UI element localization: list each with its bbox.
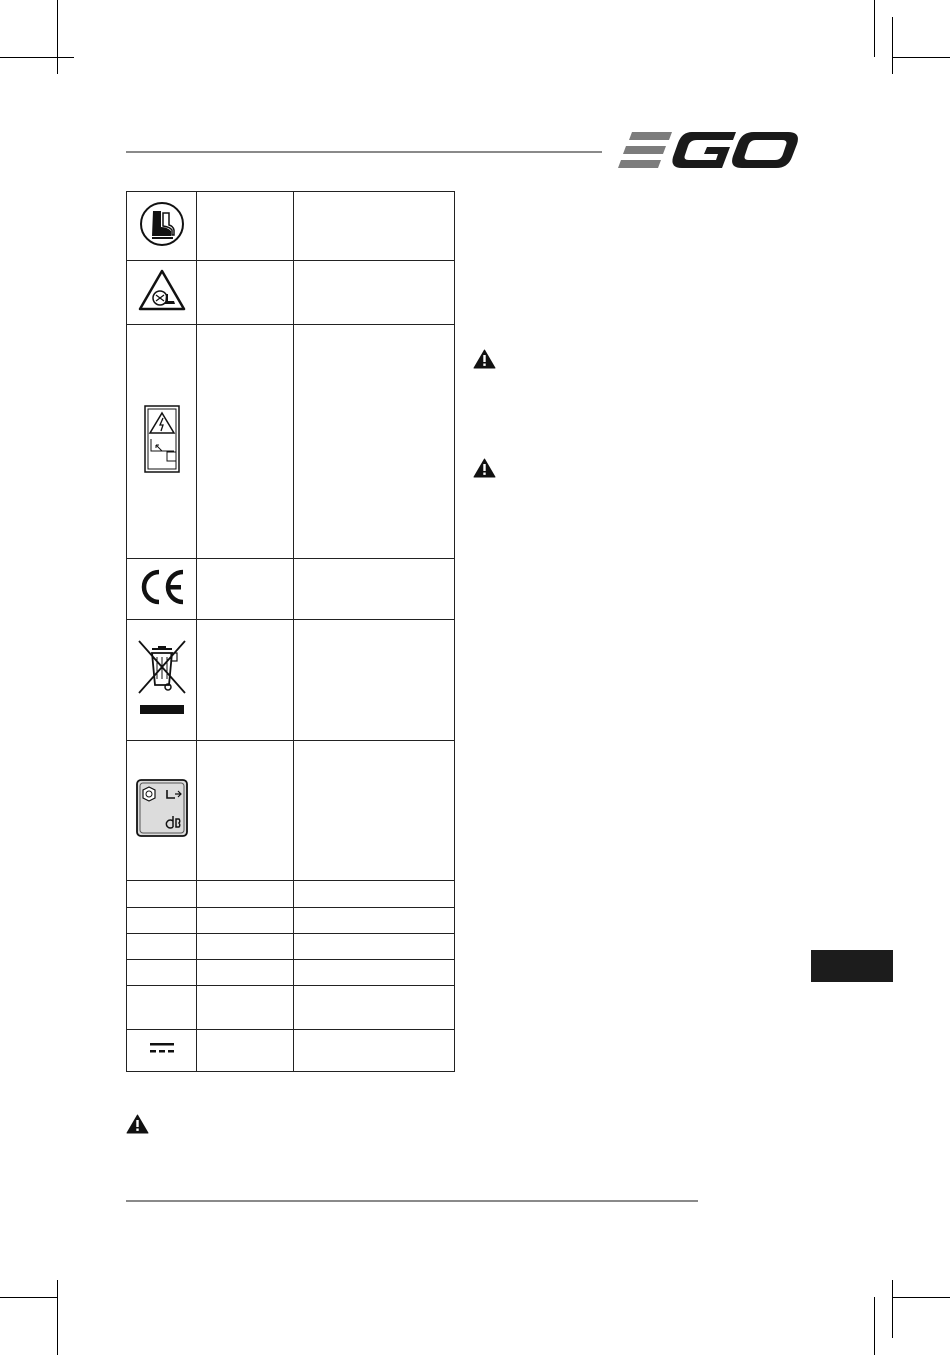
symbol-cell bbox=[127, 620, 197, 741]
warning-triangle-icon bbox=[126, 1114, 149, 1134]
crop-mark-bottom-left-v bbox=[57, 1280, 58, 1355]
symbol-name bbox=[197, 741, 294, 881]
symbols-table bbox=[126, 191, 455, 1072]
symbol-description bbox=[294, 908, 455, 934]
crop-mark-top-right-h bbox=[892, 57, 950, 58]
electrical-hazard-manual-icon bbox=[144, 405, 180, 473]
crop-mark-top-left-h bbox=[0, 57, 74, 58]
symbol-cell bbox=[127, 559, 197, 620]
table-row bbox=[127, 908, 455, 934]
symbol-cell bbox=[127, 908, 197, 934]
table-row bbox=[127, 881, 455, 908]
symbol-description bbox=[294, 960, 455, 986]
table-row bbox=[127, 559, 455, 620]
symbol-cell bbox=[127, 261, 197, 325]
table-row bbox=[127, 1030, 455, 1072]
table-row bbox=[127, 960, 455, 986]
header-rule bbox=[126, 151, 602, 153]
symbol-name bbox=[197, 881, 294, 908]
crop-mark-bottom-right-v bbox=[874, 1297, 875, 1355]
symbol-name bbox=[197, 986, 294, 1030]
symbol-description bbox=[294, 261, 455, 325]
symbol-cell bbox=[127, 881, 197, 908]
symbol-name bbox=[197, 192, 294, 261]
symbol-description bbox=[294, 620, 455, 741]
symbol-name bbox=[197, 1030, 294, 1072]
symbol-cell bbox=[127, 192, 197, 261]
warning-triangle-icon bbox=[473, 458, 496, 478]
table-row bbox=[127, 741, 455, 881]
symbol-name bbox=[197, 960, 294, 986]
foot-hazard-icon bbox=[138, 268, 186, 312]
symbol-name bbox=[197, 261, 294, 325]
symbol-description bbox=[294, 881, 455, 908]
weee-disposal-icon bbox=[137, 639, 187, 717]
table-row bbox=[127, 620, 455, 741]
symbol-cell bbox=[127, 934, 197, 960]
symbol-description bbox=[294, 192, 455, 261]
symbol-description bbox=[294, 1030, 455, 1072]
table-row bbox=[127, 261, 455, 325]
crop-mark-bottom-right-v2 bbox=[892, 1280, 893, 1338]
symbol-name bbox=[197, 908, 294, 934]
crop-mark-top-right-v bbox=[874, 0, 875, 57]
symbol-cell bbox=[127, 986, 197, 1030]
symbol-cell bbox=[127, 325, 197, 559]
table-row bbox=[127, 192, 455, 261]
footer-rule bbox=[126, 1200, 698, 1202]
table-row bbox=[127, 934, 455, 960]
symbol-description bbox=[294, 986, 455, 1030]
safety-boots-icon bbox=[139, 201, 185, 247]
symbol-cell bbox=[127, 1030, 197, 1072]
symbol-name bbox=[197, 620, 294, 741]
crop-mark-bottom-right-h bbox=[892, 1297, 950, 1298]
ce-mark-icon bbox=[137, 567, 187, 607]
section-tab bbox=[811, 950, 893, 982]
symbol-description bbox=[294, 325, 455, 559]
table-row bbox=[127, 325, 455, 559]
crop-mark-top-right-v2 bbox=[892, 17, 893, 74]
symbol-description bbox=[294, 934, 455, 960]
symbol-name bbox=[197, 325, 294, 559]
symbol-description bbox=[294, 559, 455, 620]
sound-power-level-icon bbox=[135, 778, 189, 838]
symbol-cell bbox=[127, 960, 197, 986]
symbol-cell bbox=[127, 741, 197, 881]
table-row bbox=[127, 986, 455, 1030]
symbol-description bbox=[294, 741, 455, 881]
warning-triangle-icon bbox=[473, 349, 496, 369]
crop-mark-bottom-left-h bbox=[0, 1297, 58, 1298]
direct-current-icon bbox=[149, 1041, 175, 1055]
symbol-name bbox=[197, 559, 294, 620]
symbol-name bbox=[197, 934, 294, 960]
crop-mark-top-left-v bbox=[57, 0, 58, 74]
ego-logo bbox=[618, 129, 800, 171]
